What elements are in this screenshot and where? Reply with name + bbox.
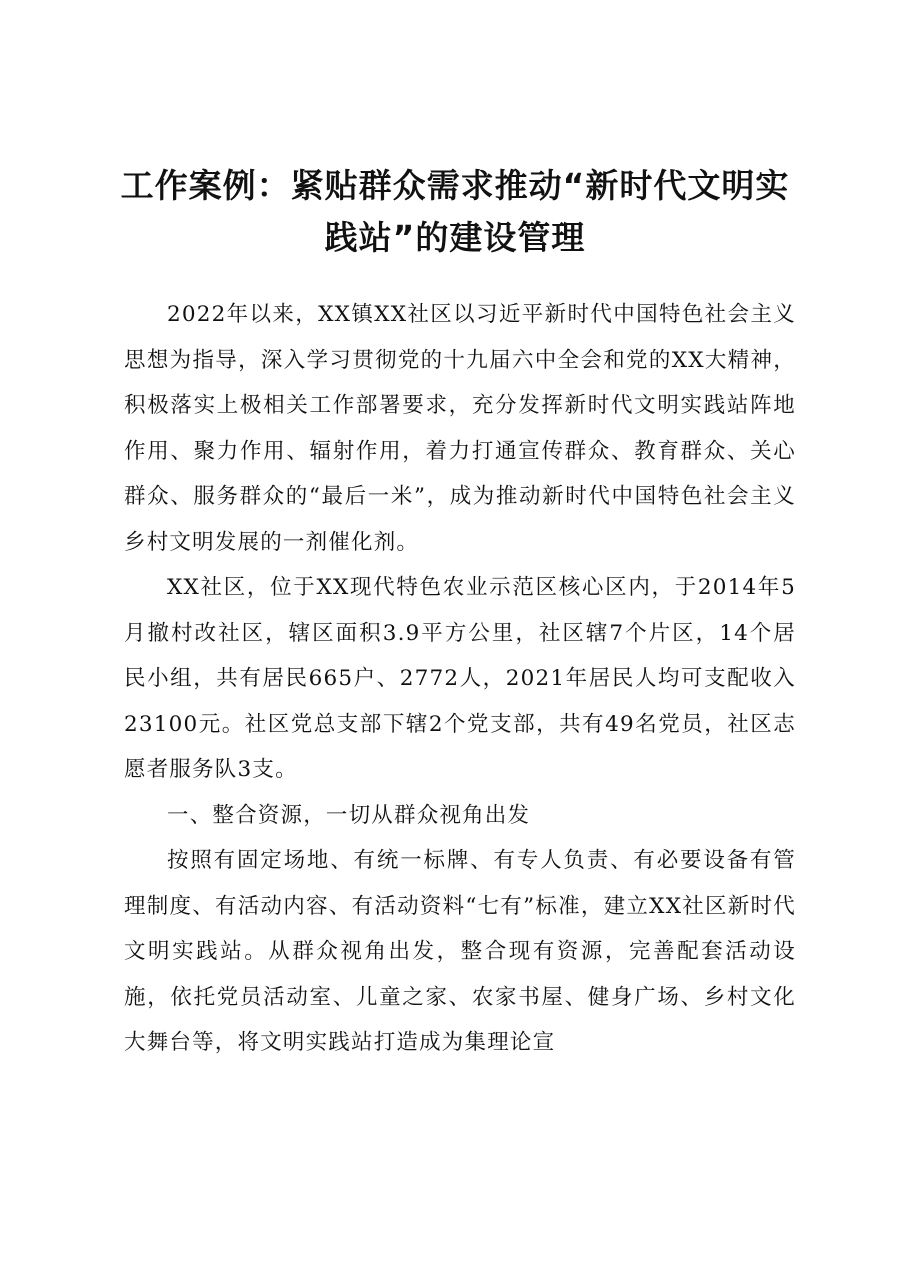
paragraph-intro: 2022年以来，XX镇XX社区以习近平新时代中国特色社会主义思想为指导，深入学习贯彻党的十九届六中全会和党的XX大精神，积极落实上极相关工作部署要求，充分发挥新时代文明实践站阵地作用、聚力作用、辐射作用，着力打通宣传群众、教育群众、关心群众、服务群众的“最后一米”，成为推动新时代中国特色社会主义乡村文明发展的一剂催化剂。 [124, 302, 796, 555]
paragraph-community-overview: XX社区，位于XX现代特色农业示范区核心区内，于2014年5月撤村改社区，辖区面积3.9平方公里，社区辖7个片区，14个居民小组，共有居民665户、2772人，2021年居民人均可支配收入23100元。社区党总支部下辖2个党支部，共有49名党员，社区志愿者服务队3支。 [124, 575, 796, 782]
title-line-1: 工作案例：紧贴群众需求推动“新时代文明实 [120, 166, 790, 205]
document-title [110, 160, 800, 264]
paragraph-section-1: 按照有固定场地、有统一标牌、有专人负责、有必要设备有管理制度、有活动内容、有活动资料“七有”标准，建立XX社区新时代文明实践站。从群众视角出发，整合现有资源，完善配套活动设施，依托党员活动室、儿童之家、农家书屋、健身广场、乡村文化大舞台等，将文明实践站打造成为集理论宣 [124, 848, 796, 1055]
title-line-2: 践站”的建设管理 [324, 218, 586, 257]
section-heading-1: 一、整合资源，一切从群众视角出发 [167, 802, 531, 828]
document-body [124, 292, 796, 1066]
